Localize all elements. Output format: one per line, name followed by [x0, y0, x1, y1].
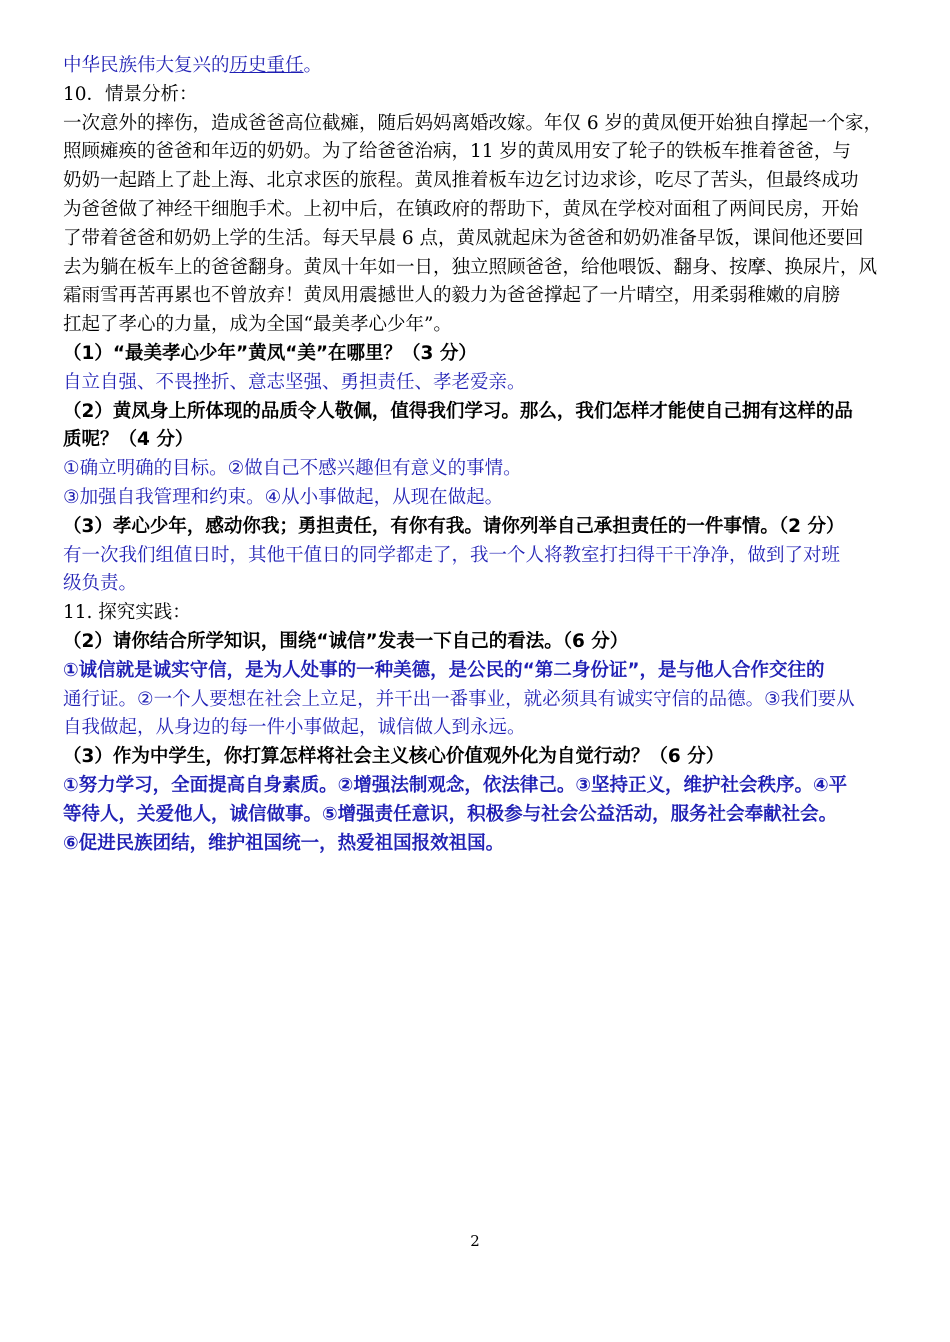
passage-line: 霜雨雪再苦再累也不曾放弃！黄凤用震撼世人的毅力为爸爸撑起了一片晴空，用柔弱稚嫩的肩膀	[63, 285, 841, 307]
question-10-heading: 10．情景分析：	[63, 83, 198, 105]
passage-line: 为爸爸做了神经干细胞手术。上初中后，在镇政府的帮助下，黄凤在学校对面租了两间民房，开始	[63, 198, 859, 220]
question-10-1-prompt: （1）“最美孝心少年”黄凤“美”在哪里？（3 分）	[63, 342, 477, 364]
continuation-text: 中华民族伟大复兴的	[63, 55, 230, 76]
question-10-3-answer: 级负责。	[63, 573, 138, 595]
question-10-passage	[63, 110, 893, 340]
question-10-1-answer: 自立自强、不畏挫折、意志坚强、勇担责任、孝老爱亲。	[63, 371, 526, 393]
passage-line: 扛起了孝心的力量，成为全国“最美孝心少年”。	[63, 314, 452, 336]
question-11-3-answer: ①努力学习，全面提高自身素质。②增强法制观念，依法律己。③坚持正义，维护社会秩序。④平	[63, 774, 848, 796]
passage-line: 一次意外的摔伤，造成爸爸高位截瘫，随后妈妈离婚改嫁。年仅 6 岁的黄凤便开始独自撑起一个家，	[63, 112, 883, 134]
question-10-2-prompt-continued: 质呢？（4 分）	[63, 429, 194, 451]
question-10-3-prompt: （3）孝心少年，感动你我；勇担责任，有你有我。请你列举自己承担责任的一件事情。（2 分）	[63, 515, 845, 537]
passage-line: 奶奶一起踏上了赴上海、北京求医的旅程。黄凤推着板车边乞讨边求诊，吃尽了苦头，但最终成功	[63, 170, 859, 192]
passage-line: 照顾瘫痪的爸爸和年迈的奶奶。为了给爸爸治病，11 岁的黄凤用安了轮子的铁板车推着爸爸，与	[63, 141, 851, 163]
question-11-3-prompt: （3）作为中学生，你打算怎样将社会主义核心价值观外化为自觉行动？（6 分）	[63, 746, 725, 768]
continuation-end: 。	[303, 55, 323, 76]
passage-line: 了带着爸爸和奶奶上学的生活。每天早晨 6 点，黄凤就起床为爸爸和奶奶准备早饭，课间他还要回	[63, 227, 864, 249]
question-10-3-answer: 有一次我们组值日时，其他干值日的同学都走了，我一个人将教室打扫得干干净净，做到了对班	[63, 544, 841, 566]
continuation-line	[63, 52, 893, 81]
question-11-heading: 11. 探究实践：	[63, 602, 191, 624]
question-11-2-answer: 通行证。②一个人要想在社会上立足，并干出一番事业，就必须具有诚实守信的品德。③我们要从	[63, 688, 855, 710]
question-10-2-answer: ③加强自我管理和约束。④从小事做起，从现在做起。	[63, 486, 504, 508]
document-page	[63, 52, 893, 858]
question-10-2-prompt: （2）黄凤身上所体现的品质令人敬佩，值得我们学习。那么，我们怎样才能使自己拥有这样的品	[63, 400, 853, 422]
question-11-2-answer: ①诚信就是诚实守信，是为人处事的一种美德，是公民的“第二身份证”，是与他人合作交往的	[63, 659, 825, 681]
question-11-3-answer: 等待人，关爱他人，诚信做事。⑤增强责任意识，积极参与社会公益活动，服务社会奉献社会。	[63, 803, 838, 825]
question-10-2-answer: ①确立明确的目标。②做自己不感兴趣但有意义的事情。	[63, 458, 522, 480]
question-11-3-answer: ⑥促进民族团结，维护祖国统一，热爱祖国报效祖国。	[63, 832, 505, 854]
page-number: 2	[470, 1232, 480, 1250]
question-11-2-prompt: （2）请你结合所学知识，围绕“诚信”发表一下自己的看法。（6 分）	[63, 630, 629, 652]
continuation-underlined-text: 历史重任	[229, 55, 304, 76]
passage-line: 去为躺在板车上的爸爸翻身。黄凤十年如一日，独立照顾爸爸，给他喂饭、翻身、按摩、换尿片，风	[63, 256, 878, 278]
question-11-2-answer: 自我做起，从身边的每一件小事做起，诚信做人到永远。	[63, 717, 526, 739]
